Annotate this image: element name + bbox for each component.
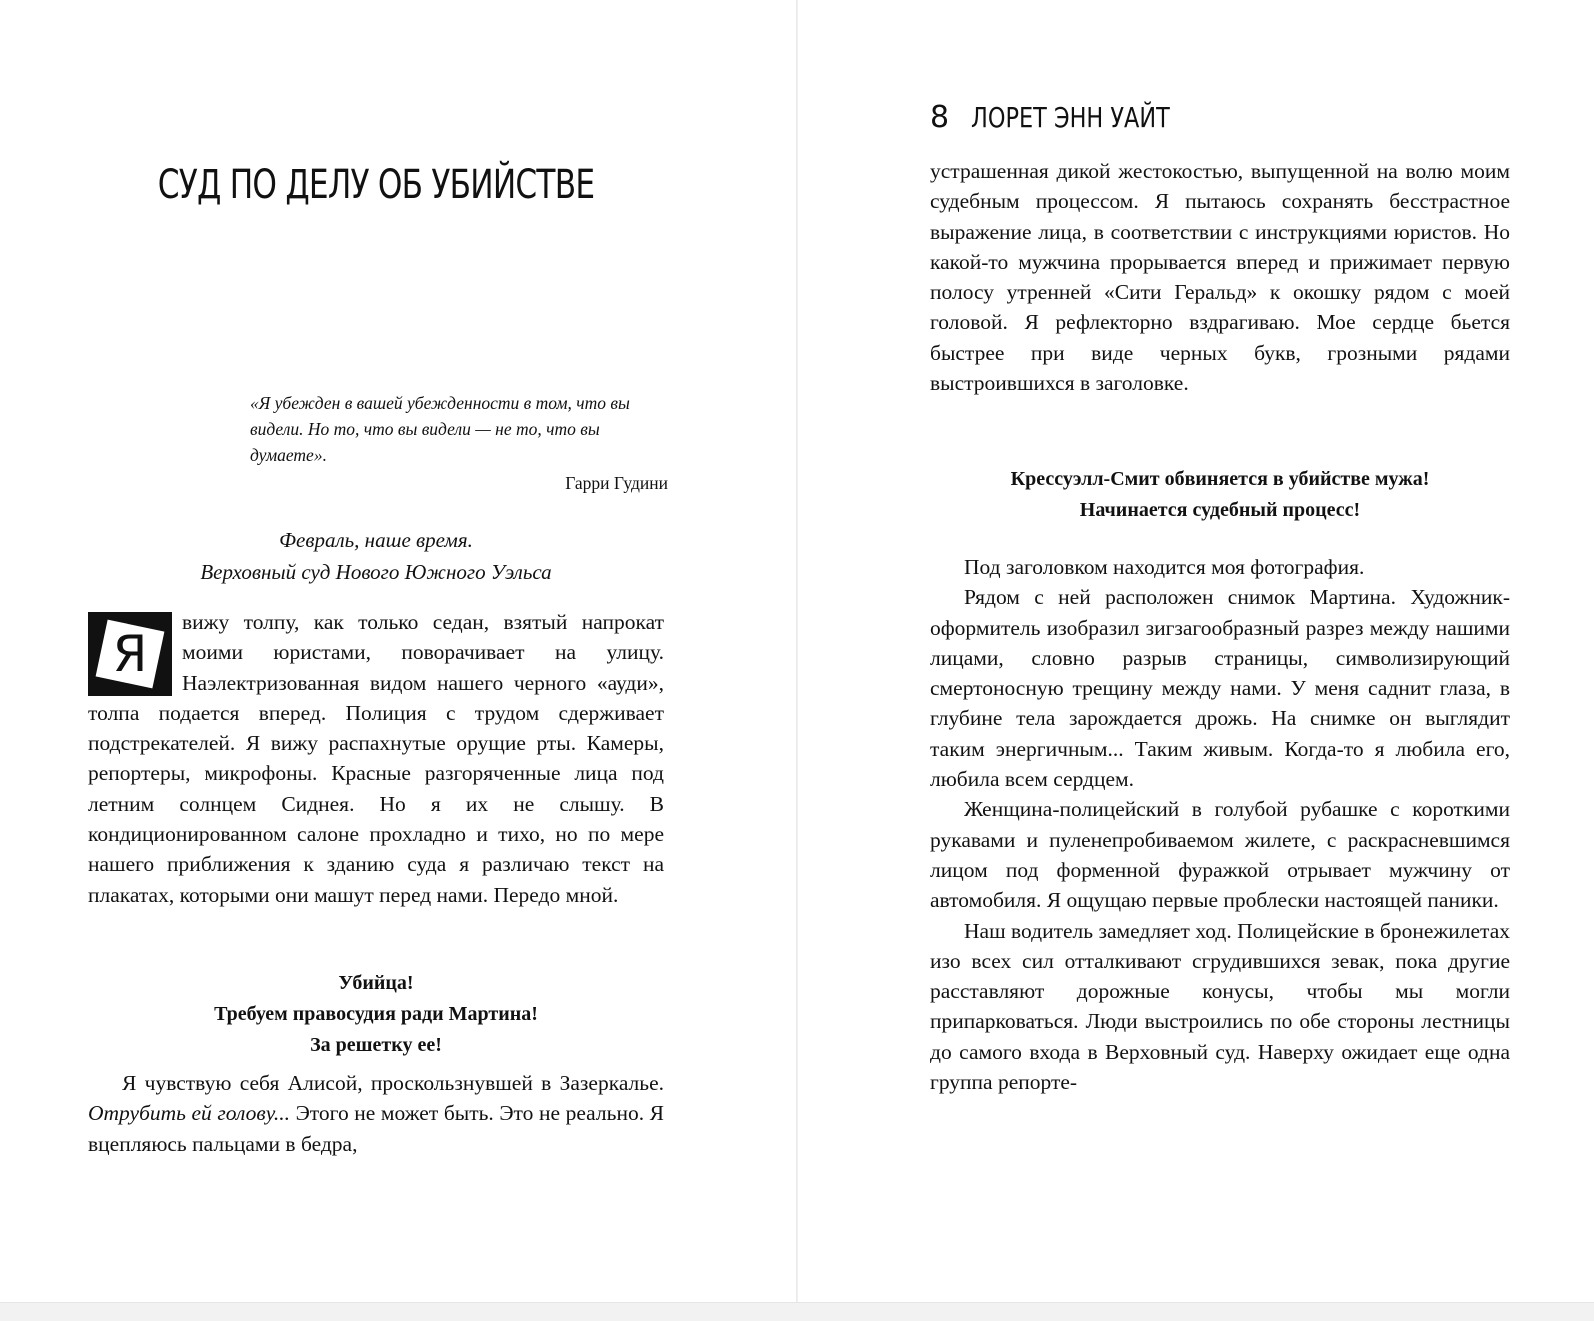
page-number: 8: [930, 100, 950, 135]
headline-line: Крессуэлл-Смит обвиняется в убийстве мужа!: [1010, 468, 1430, 490]
paragraph-alice: [88, 1068, 664, 1159]
paragraph-text: Я чувствую себя Алисой, проскользнувшей в Зазеркалье.: [122, 1071, 664, 1095]
running-head: [930, 98, 1220, 138]
setting-date: Февраль, наше время.: [279, 528, 473, 552]
chapter-title: СУД ПО ДЕЛУ ОБ УБИЙСТВЕ: [157, 162, 595, 208]
epigraph: [250, 390, 668, 496]
placards: [88, 968, 664, 1061]
body-paragraph: Женщина-полицейский в голубой рубашке с короткими рукавами и пуленепробиваемом жилете, с раскрасневшимся лицом под форменной фуражкой отрывает мужчину от автомобиля. Я ощущаю первые проблески настоящей паники.: [930, 797, 1510, 913]
body-paragraph: Под заголовком находится моя фотография.: [964, 555, 1365, 579]
body-paragraph: Рядом с ней расположен снимок Мартина. Художник-оформитель изобразил зигзагообразный разрез между нашими лицами, словно разрыв страницы, символизирующий смертоносную трещину между нами. У меня саднит глаза, в глубине тела зарождается дрожь. На снимке он выглядит таким энергичным... Таким живым. Когда-то я любила его, любила всем сердцем.: [930, 585, 1510, 792]
author-name: ЛОРЕТ ЭНН УАЙТ: [971, 101, 1170, 134]
headline-line: Начинается судебный процесс!: [1079, 499, 1361, 521]
intro-block: [88, 607, 664, 910]
paragraph-text: Этого не может быть. Это не реально. Я вцепляюсь пальцами в бедра,: [88, 1101, 664, 1156]
intro-paragraph: вижу толпу, как только седан, взятый напрокат моими юристами, поворачивает на улицу. Наэлектризованная видом нашего черного «ауди», толпа подается вперед. Полиция с трудом сдерживает подстрекателей. Я вижу распахнутые орущие рты. Камеры, репортеры, микрофоны. Красные разгоряченные лица под летним солнцем Сиднея. Но я их не слышу. В кондиционированном салоне прохладно и тихо, но по мере нашего приближения к зданию суда я различаю текст на плакатах, которыми они машут перед нами. Передо мной.: [88, 610, 664, 907]
dropcap-letter: Я: [112, 625, 148, 683]
placard-line: Требуем правосудия ради Мартина!: [214, 1003, 538, 1025]
book-gutter: [796, 0, 798, 1321]
placard-line: Убийца!: [338, 972, 414, 994]
page-bottom-edge: [0, 1302, 1594, 1321]
scene-setting: [88, 524, 664, 588]
dropcap: [88, 612, 172, 696]
placard-line: За решетку ее!: [310, 1034, 442, 1056]
body-paragraph: устрашенная дикой жестокостью, выпущенной на волю моим судебным процессом. Я пытаюсь сохранять бесстрастное выражение лица, в соответствии с инструкциями юристов. Но какой-то мужчина прорывается вперед и прижимает первую полосу утренней «Сити Геральд» к окошку рядом с моей головой. Я рефлекторно вздрагиваю. Мое сердце бьется быстрее при виде черных букв, грозными рядами выстроившихся в заголовке.: [930, 159, 1510, 396]
setting-place: Верховный суд Нового Южного Уэльса: [200, 560, 552, 584]
epigraph-text: «Я убежден в вашей убежденности в том, что вы видели. Но то, что вы видели — не то, что вы думаете».: [250, 393, 630, 465]
newspaper-headline: [930, 464, 1510, 526]
right-body: [930, 552, 1510, 1097]
italic-quote: Отрубить ей голову...: [88, 1101, 291, 1126]
body-paragraph: [88, 1068, 664, 1159]
body-paragraph: Наш водитель замедляет ход. Полицейские в бронежилетах изо всех сил отталкивают сгрудившихся зевак, пока другие расставляют дорожные конусы, чтобы мы могли припарковаться. Люди выстроились по обе стороны лестницы до самого входа в Верховный суд. Наверху ожидает еще одна группа репорте-: [930, 918, 1510, 1095]
continued-paragraph: [930, 156, 1510, 398]
epigraph-author: Гарри Гудини: [565, 473, 668, 493]
